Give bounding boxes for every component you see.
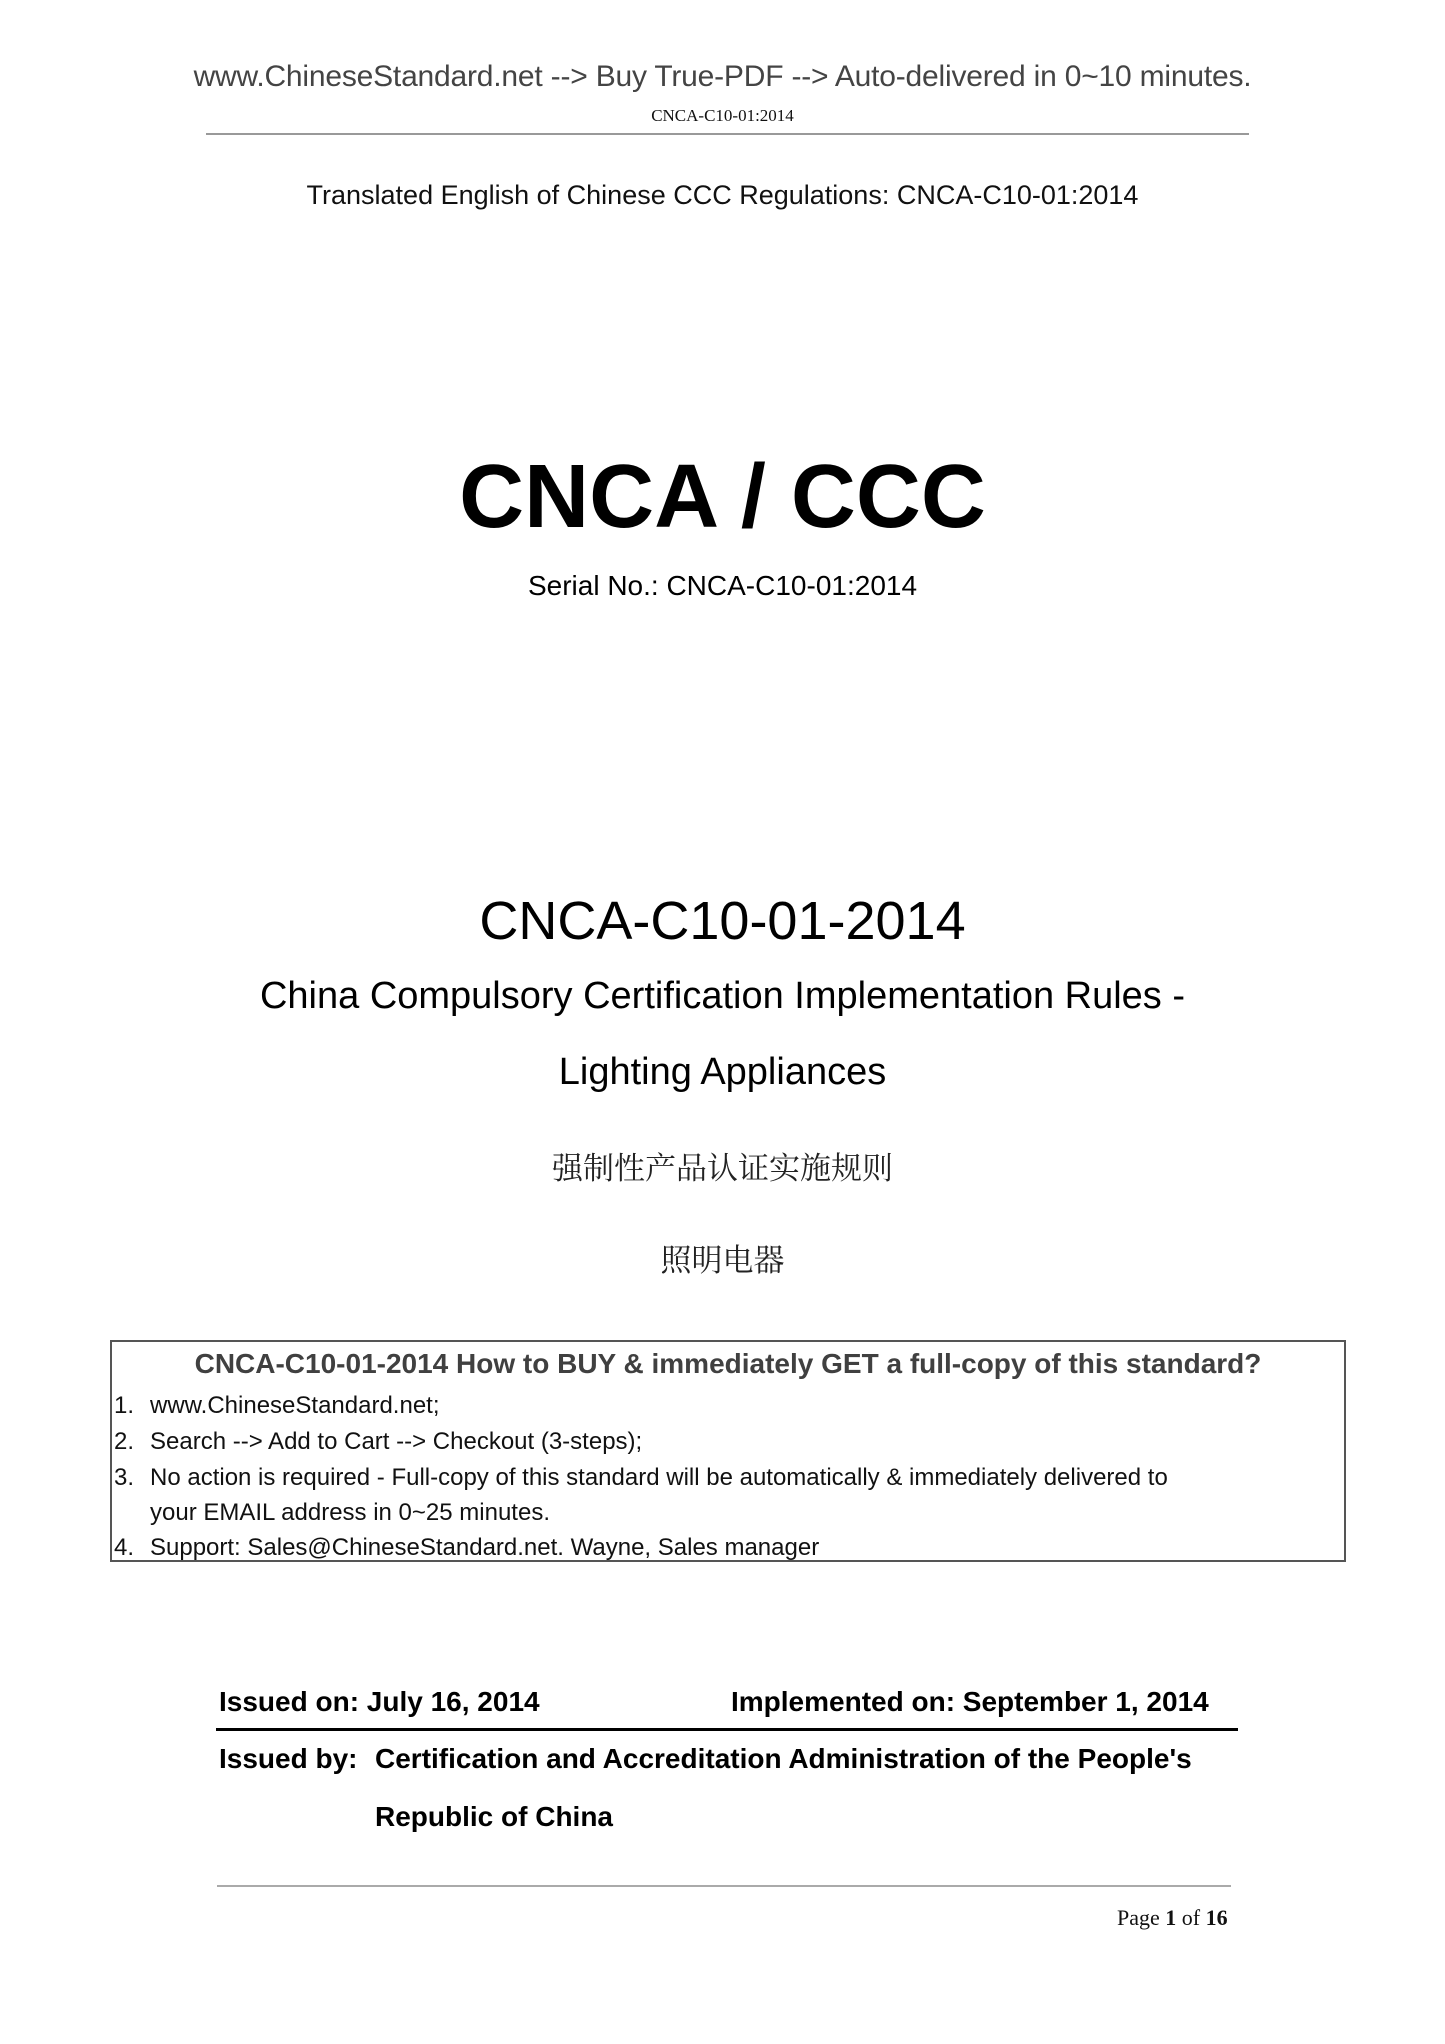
- step-number: 3.: [114, 1464, 135, 1491]
- translated-line: Translated English of Chinese CCC Regulations: CNCA-C10-01:2014: [306, 180, 1139, 210]
- of-word: of: [1181, 1905, 1201, 1930]
- page-total: 16: [1205, 1905, 1228, 1930]
- header-doc-id: CNCA-C10-01:2014: [651, 106, 794, 125]
- buy-step-1: [114, 1392, 440, 1420]
- issued-by-line1: Certification and Accreditation Administration of the People's: [375, 1743, 1192, 1774]
- page-number: [1117, 1905, 1228, 1931]
- step-number: 4.: [114, 1534, 135, 1561]
- header-banner: www.ChineseStandard.net --> Buy True-PDF --> Auto-delivered in 0~10 minutes.: [193, 60, 1252, 93]
- issued-by-line2: Republic of China: [375, 1801, 613, 1832]
- step-text: your EMAIL address in 0~25 minutes.: [150, 1499, 550, 1526]
- main-title: CNCA / CCC: [459, 447, 986, 547]
- header-divider: [206, 133, 1249, 135]
- title-chinese-line2: 照明电器: [660, 1243, 785, 1279]
- issued-by-label: Issued by:: [219, 1743, 358, 1774]
- buy-step-3-continued: [114, 1499, 550, 1527]
- standard-code: CNCA-C10-01-2014: [479, 891, 966, 951]
- step-text: No action is required - Full-copy of this standard will be automatically & immediately delivered to: [150, 1464, 1168, 1491]
- title-english-line1: China Compulsory Certification Implementation Rules -: [259, 975, 1186, 1017]
- title-chinese-line1: 强制性产品认证实施规则: [552, 1151, 893, 1187]
- step-text-link[interactable]: www.ChineseStandard.net;: [150, 1392, 440, 1419]
- buy-step-3: [114, 1464, 1168, 1492]
- issued-on-date: Issued on: July 16, 2014: [219, 1686, 540, 1717]
- step-text-email[interactable]: Support: Sales@ChineseStandard.net. Wayne, Sales manager: [150, 1534, 820, 1561]
- title-english-line2: Lighting Appliances: [558, 1051, 887, 1093]
- issue-divider: [216, 1728, 1238, 1731]
- buy-step-2: [114, 1428, 642, 1456]
- implemented-on-date: Implemented on: September 1, 2014: [731, 1686, 1209, 1717]
- footer-divider: [217, 1885, 1231, 1887]
- page-current: 1: [1165, 1905, 1177, 1930]
- step-number: 2.: [114, 1428, 135, 1455]
- buy-step-4: [114, 1534, 819, 1562]
- page-word: Page: [1117, 1905, 1160, 1930]
- serial-number: Serial No.: CNCA-C10-01:2014: [527, 570, 918, 601]
- step-text: Search --> Add to Cart --> Checkout (3-steps);: [150, 1428, 643, 1455]
- buy-instructions-box: [110, 1340, 1346, 1562]
- buy-box-title: CNCA-C10-01-2014 How to BUY & immediately GET a full-copy of this standard?: [194, 1348, 1262, 1379]
- step-number: 1.: [114, 1392, 135, 1419]
